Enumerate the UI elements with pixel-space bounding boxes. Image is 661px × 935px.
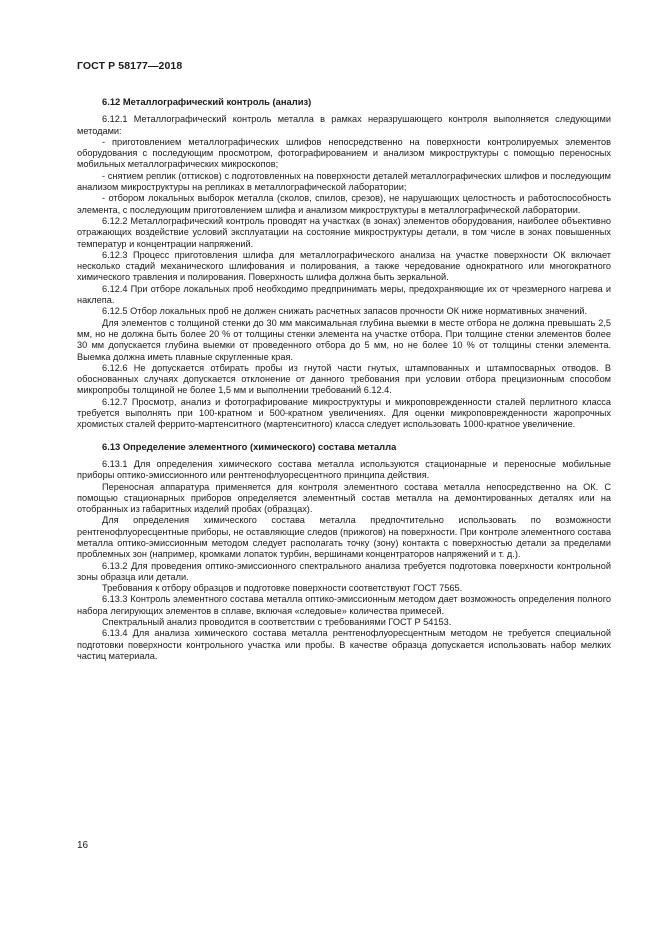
- paragraph: Требования к отбору образцов и подготовке поверхности соответствуют ГОСТ 7565.: [102, 583, 463, 594]
- paragraph: 6.12.2 Металлографический контроль проводят на участках (в зонах) элементов оборудования, наиболее объективно отражающих воздействие условий эксплуатации на состояние микроструктуры детали, в том числе в зонах повышенных температур и концентрации напряжений.: [77, 215, 611, 249]
- paragraph: 6.12.3 Процесс приготовления шлифа для металлографического анализа на участке поверхности ОК включает несколько стадий механического шлифования и полирования, а также чередование однократного или многократного химического травления и полирования. Поверхность шлифа должна быть зеркальной.: [77, 249, 611, 283]
- paragraph: 6.13.2 Для проведения оптико-эмиссионного спектрального анализа требуется подготовка поверхности контрольной зоны образца или детали.: [77, 560, 611, 582]
- document-body: [77, 96, 611, 662]
- paragraph: 6.13.1 Для определения химического состава металла используются стационарные и переносные мобильные приборы оптико-эмиссионного или рентгенофлуоресцентного принципа действия.: [77, 458, 611, 481]
- paragraph: 6.12.4 При отборе локальных проб необходимо предпринимать меры, предохраняющие их от чрезмерного нагрева и наклепа.: [77, 283, 611, 306]
- document-code-header: ГОСТ Р 58177—2018: [77, 60, 183, 72]
- section-heading-6-13: 6.13 Определение элементного (химического) состава металла: [102, 440, 397, 452]
- paragraph: 6.13.3 Контроль элементного состава металла оптико-эмиссионным методом дает возможность определения полного набора легирующих элементов в сплаве, включая «следовые» количества примесей.: [77, 594, 611, 616]
- paragraph: 6.12.1 Металлографический контроль металла в рамках неразрушающего контроля выполняется следующими методами:: [77, 114, 611, 136]
- paragraph: 6.12.5 Отбор локальных проб не должен снижать расчетных запасов прочности ОК ниже нормативных значений.: [102, 306, 588, 317]
- paragraph: 6.12.7 Просмотр, анализ и фотографирование микроструктуры и микроповрежденности сталей перлитного класса требуется выполнять при 100-кратном и 500-кратном увеличениях. Для оценки микроповрежденности жаропрочных хромистых сталей феррито-мартенситного (мартенситного) класса следует использовать 1000-кратное увеличение.: [77, 396, 611, 430]
- section-heading-6-12: 6.12 Металлографический контроль (анализ): [102, 96, 312, 107]
- paragraph: Для определения химического состава металла предпочтительно использовать по возможности рентгенофлуоресцентные приборы, не оставляющие следов (прижогов) на поверхности. При контроле элементного состава металла оптико-эмиссионным методом следует располагать точку (зону) контакта с поверхностью детали за пределами проблемных зон (например, кромками лопаток турбин, вершинами концентраторов напряжений и т. д.).: [77, 515, 611, 560]
- paragraph: Для элементов с толщиной стенки до 30 мм максимальная глубина выемки в месте отбора не должна превышать 2,5 мм, но не должна быть более 20 % от толщины стенки элемента на участке отбора. При толщине стенки элементов более 30 мм допускается глубина выемки от проведенного отбора до 5 мм, но не более 10 % от толщины стенки элемента. Выемка должна иметь плавные скругленные края.: [77, 317, 611, 362]
- paragraph: Переносная аппаратура применяется для контроля элементного состава металла непосредственно на ОК. С помощью стационарных приборов определяется элементный состав металла на демонтированных деталях или на отобранных из габаритных изделий пробах (образцах).: [77, 481, 611, 515]
- paragraph: 6.12.6 Не допускается отбирать пробы из гнутой части гнутых, штампованных и штампосварных отводов. В обоснованных случаях допускается отклонение от данного требования при условии отбора прецизионным способом микропробы толщиной не более 1,5 мм и выполнении требований 6.12.4.: [77, 362, 611, 396]
- paragraph: 6.13.4 Для анализа химического состава металла рентгенофлуоресцентным методом не требуется специальной подготовки поверхности контрольного участка или пробы. В качестве образца допускается использовать набор мелких частиц материала.: [77, 628, 611, 661]
- page-number: 16: [77, 840, 89, 851]
- paragraph: - снятием реплик (оттисков) с подготовленных на поверхности деталей металлографических шлифов и последующим анализом микроструктуры на репликах в металлографической лаборатории;: [77, 170, 611, 193]
- paragraph: - приготовлением металлографических шлифов непосредственно на поверхности контролируемых элементов оборудования с последующим просмотром, фотографированием и анализом микроструктуры с помощью переносных мобильных металлографических микроскопов;: [77, 136, 611, 170]
- paragraph: Спектральный анализ проводится в соответствии с требованиями ГОСТ Р 54153.: [102, 617, 452, 628]
- paragraph: - отбором локальных выборок металла (сколов, спилов, срезов), не нарушающих целостность и работоспособность элемента, с последующим приготовлением шлифа и анализом микроструктуры в металлографической лаборатории.: [77, 193, 611, 215]
